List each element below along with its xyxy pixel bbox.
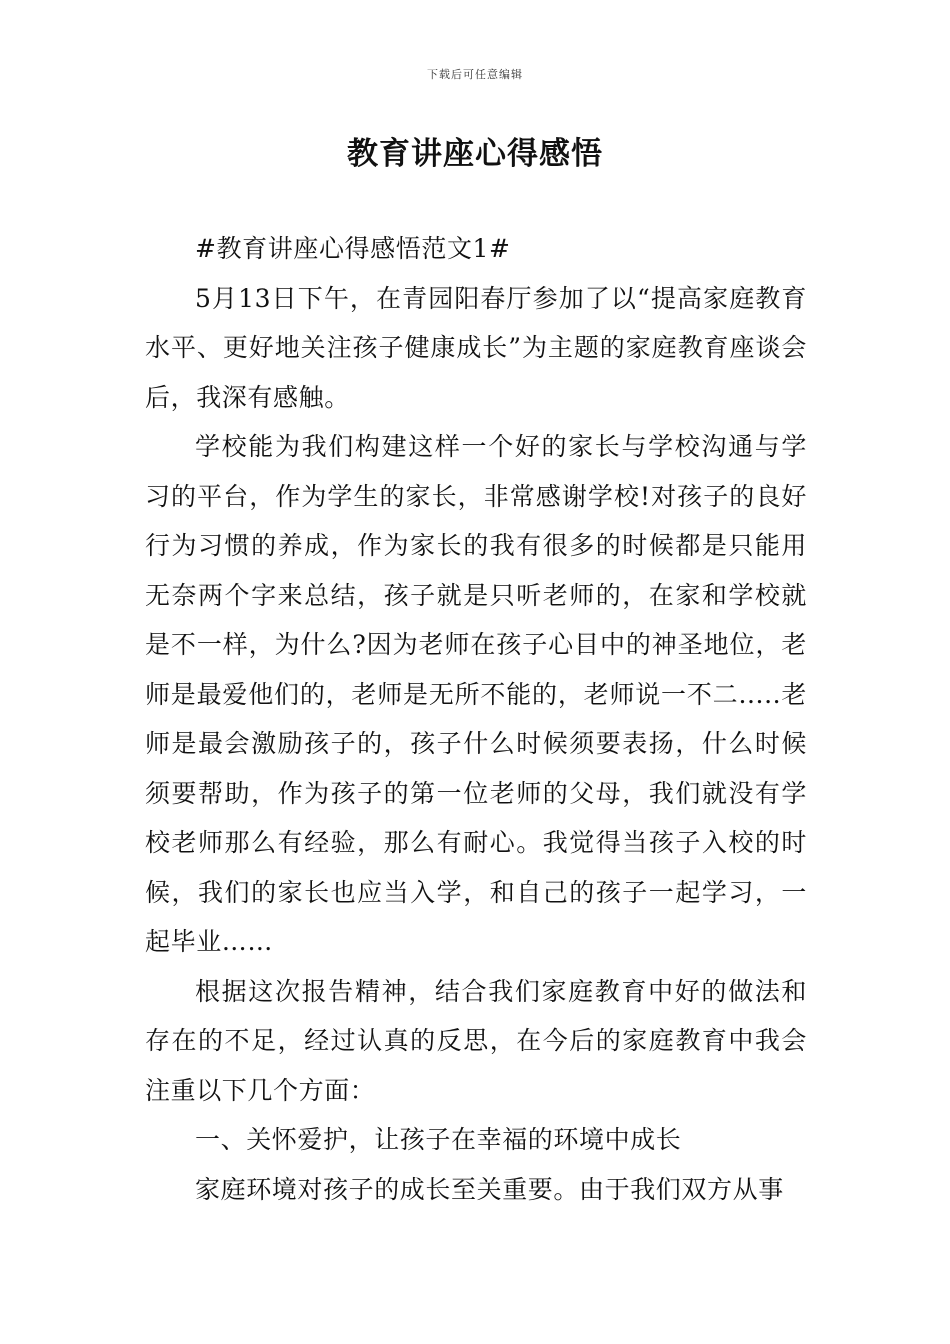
- document-body: [145, 224, 807, 1214]
- paragraph-family-environment: 家庭环境对孩子的成长至关重要。由于我们双方从事: [195, 1174, 784, 1204]
- paragraph-point-one: 一、关怀爱护，让孩子在幸福的环境中成长: [195, 1125, 682, 1154]
- header-note: 下载后可任意编辑: [427, 68, 523, 81]
- paragraph-reflection: 根据这次报告精神，结合我们家庭教育中好的做法和存在的不足，经过认真的反思，在今后的家庭教育中我会注重以下几个方面：: [145, 976, 807, 1105]
- paragraph-school-platform: 学校能为我们构建这样一个好的家长与学校沟通与学习的平台，作为学生的家长，非常感谢学校!对孩子的良好行为习惯的养成，作为家长的我有很多的时候都是只能用无奈两个字来总结，孩子就是只听老师的，在家和学校就是不一样，为什么?因为老师在孩子心目中的神圣地位，老师是最爱他们的，老师是无所不能的，老师说一不二.....老师是最会激励孩子的，孩子什么时候须要表扬，什么时候须要帮助，作为孩子的第一位老师的父母，我们就没有学校老师那么有经验，那么有耐心。我觉得当孩子入校的时候，我们的家长也应当入学，和自己的孩子一起学习，一起毕业……: [145, 432, 807, 956]
- paragraph-section-heading: #教育讲座心得感悟范文1#: [195, 234, 511, 263]
- paragraph-intro: 5月13日下午，在青园阳春厅参加了以“提高家庭教育水平、更好地关注孩子健康成长”为主题的家庭教育座谈会后，我深有感触。: [145, 283, 807, 412]
- document-title: 教育讲座心得感悟: [347, 136, 603, 172]
